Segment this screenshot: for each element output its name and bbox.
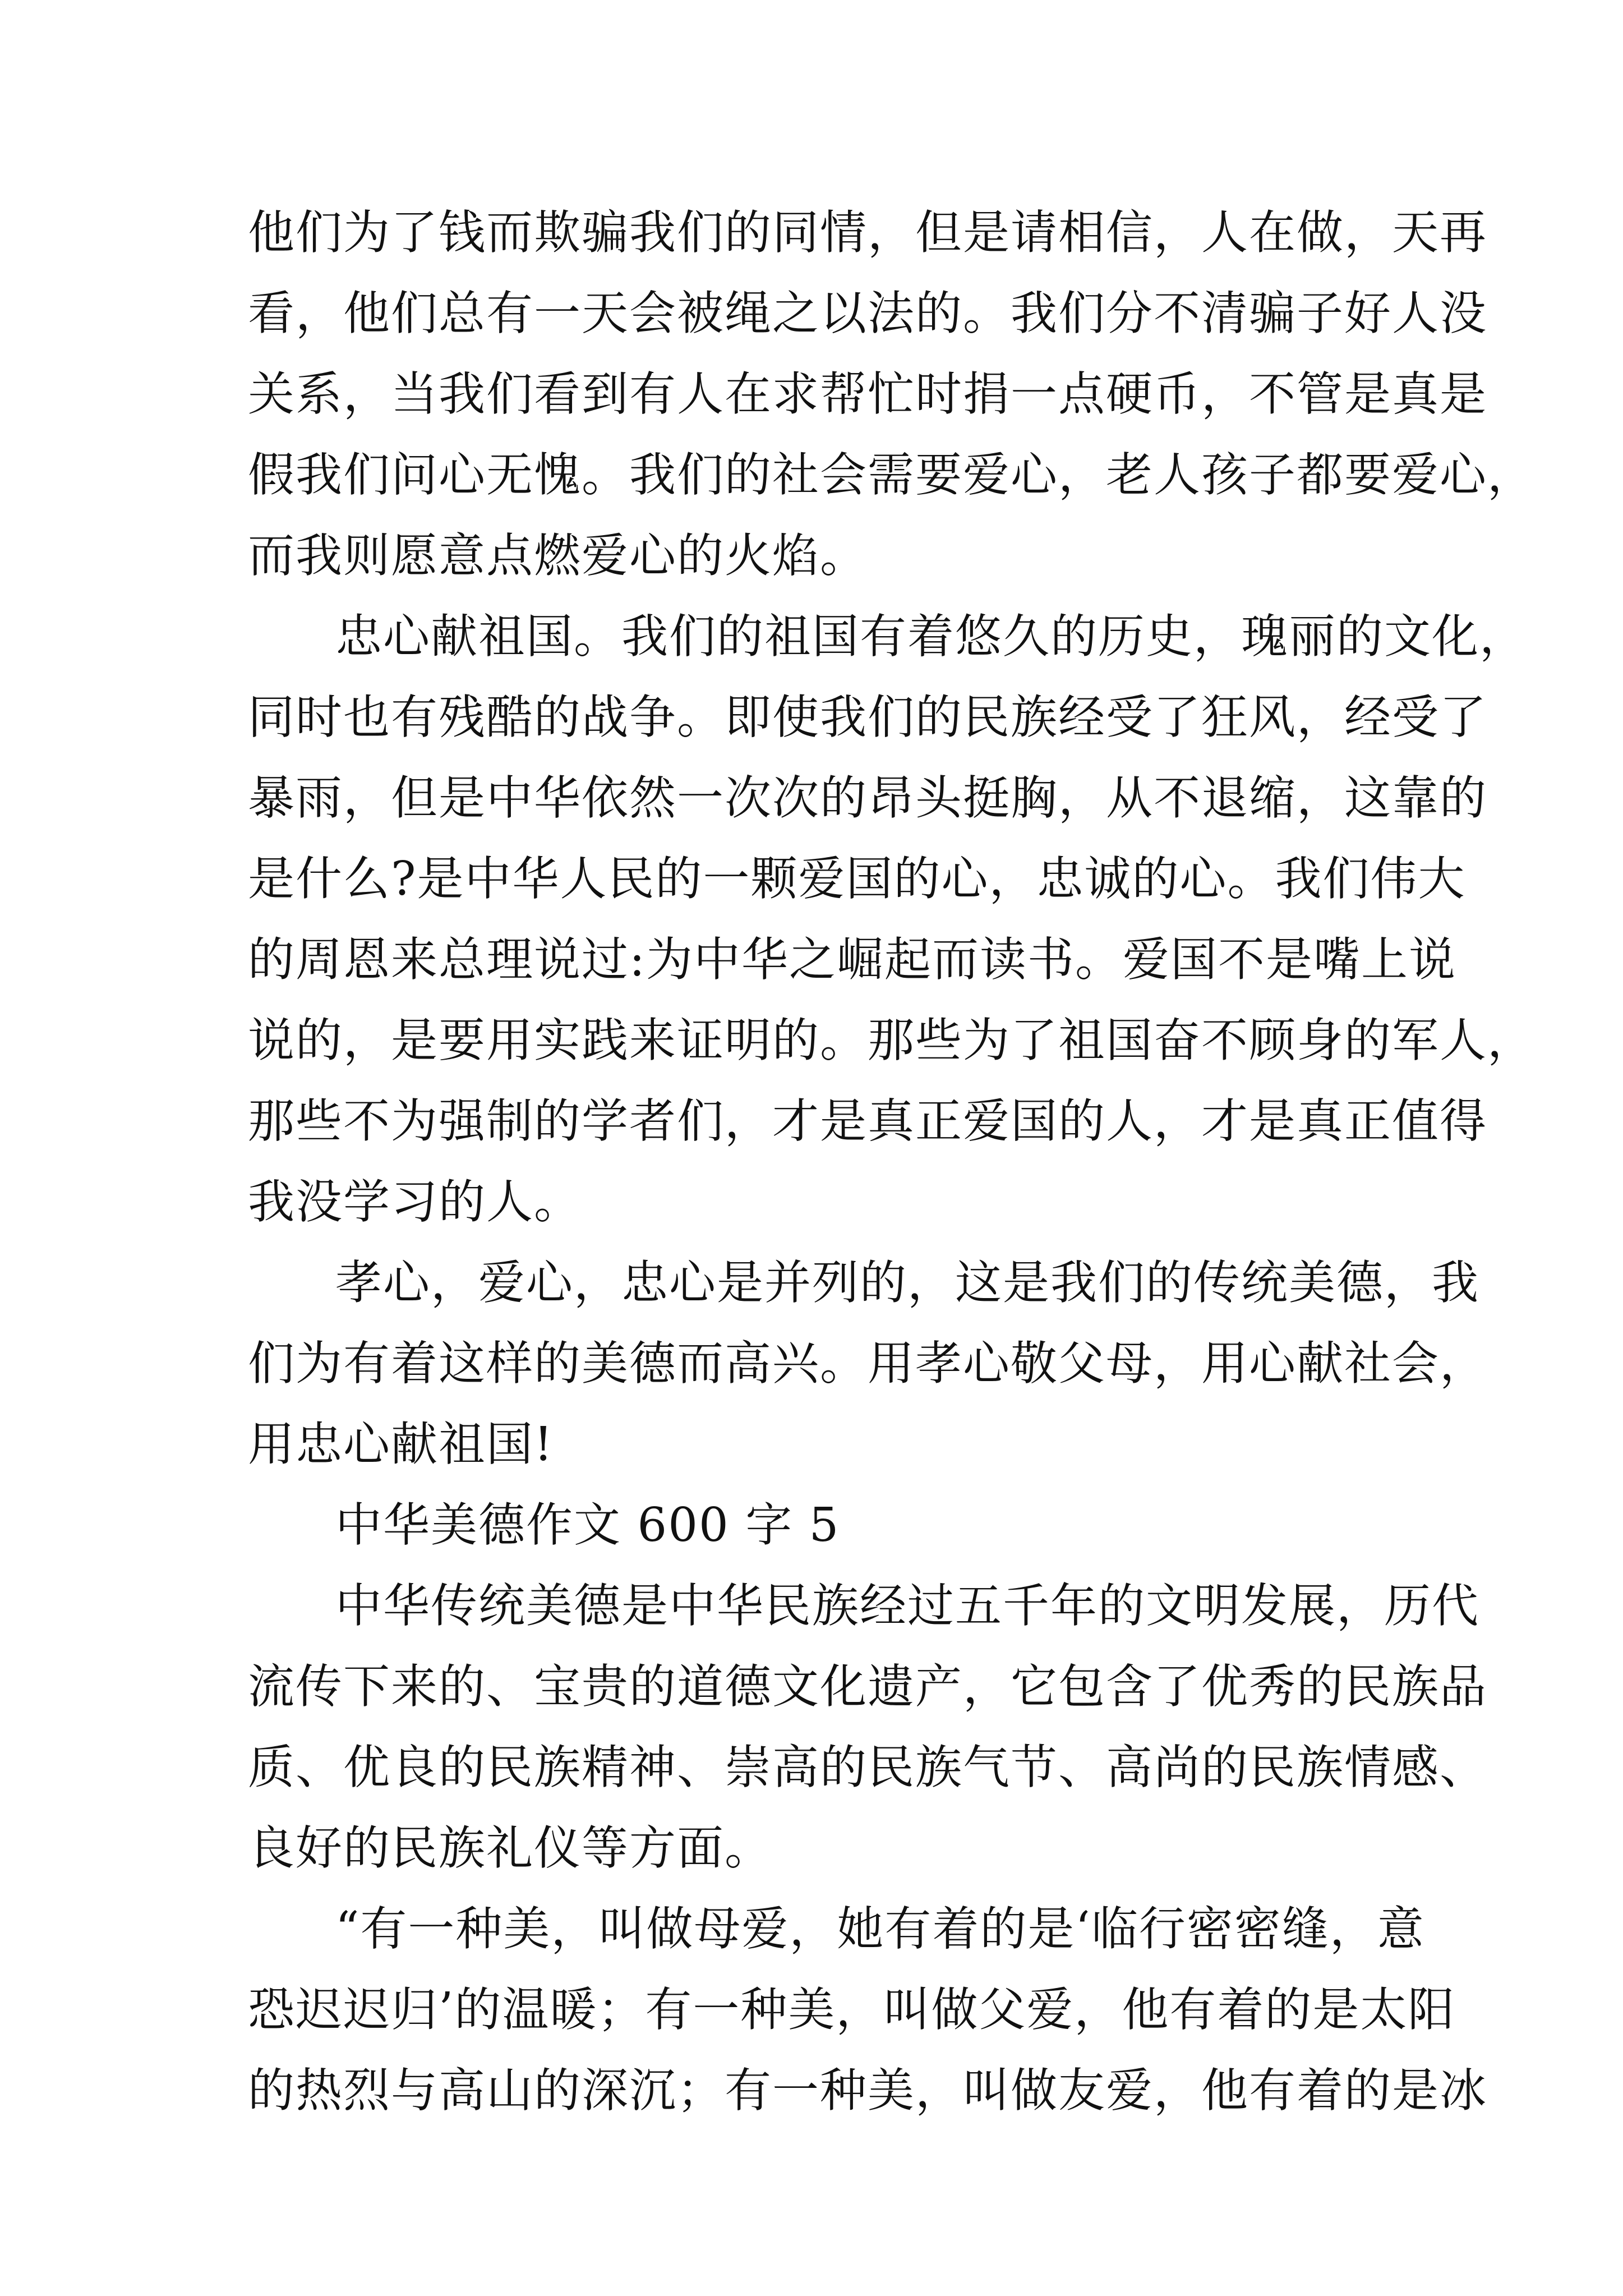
section-heading: 中华美德作文 600 字 5 [335,1498,840,1552]
text-line: 是什么?是中华人民的一颗爱国的心，忠诚的心。我们伟大 [248,852,1466,906]
text-line: 我没学习的人。 [248,1175,582,1229]
text-line: 关系，当我们看到有人在求帮忙时捐一点硬币，不管是真是 [248,367,1487,421]
paragraph-first-line: 孝心，爱心，忠心是并列的，这是我们的传统美德，我 [335,1255,1479,1310]
paragraph-first-line: 中华传统美德是中华民族经过五千年的文明发展，历代 [335,1579,1479,1633]
paragraph-first-line: 忠心献祖国。我们的祖国有着悠久的历史，瑰丽的文化， [335,609,1527,664]
text-line: 的热烈与高山的深沉；有一种美，叫做友爱，他有着的是冰 [248,2063,1487,2118]
text-line: 流传下来的、宝贵的道德文化遗产，它包含了优秀的民族品 [248,1659,1487,1714]
text-line: 同时也有残酷的战争。即使我们的民族经受了狂风，经受了 [248,690,1487,744]
text-line: 那些不为强制的学者们，才是真正爱国的人，才是真正值得 [248,1094,1487,1148]
text-line: 用忠心献祖国! [248,1417,554,1471]
text-line: 良好的民族礼仪等方面。 [248,1821,772,1875]
text-line: 质、优良的民族精神、崇高的民族气节、高尚的民族情感、 [248,1740,1487,1795]
text-line: 们为有着这样的美德而高兴。用孝心敬父母，用心献社会， [248,1336,1487,1391]
text-line: 恐迟迟归’的温暖；有一种美，叫做父爱，他有着的是太阳 [248,1982,1456,2037]
text-line: 的周恩来总理说过:为中华之崛起而读书。爱国不是嘴上说 [248,932,1456,987]
text-line: 他们为了钱而欺骗我们的同情，但是请相信，人在做，天再 [248,205,1487,260]
text-line: 而我则愿意点燃爱心的火焰。 [248,528,868,583]
text-line: 说的，是要用实践来证明的。那些为了祖国奋不顾身的军人， [248,1013,1535,1068]
paragraph-first-line: “有一种美，叫做母爱，她有着的是‘临行密密缝，意 [335,1902,1425,1956]
text-line: 暴雨，但是中华依然一次次的昂头挺胸，从不退缩，这靠的 [248,771,1487,825]
text-line: 假我们问心无愧。我们的社会需要爱心，老人孩子都要爱心， [248,448,1535,502]
text-line: 看，他们总有一天会被绳之以法的。我们分不清骗子好人没 [248,286,1487,341]
